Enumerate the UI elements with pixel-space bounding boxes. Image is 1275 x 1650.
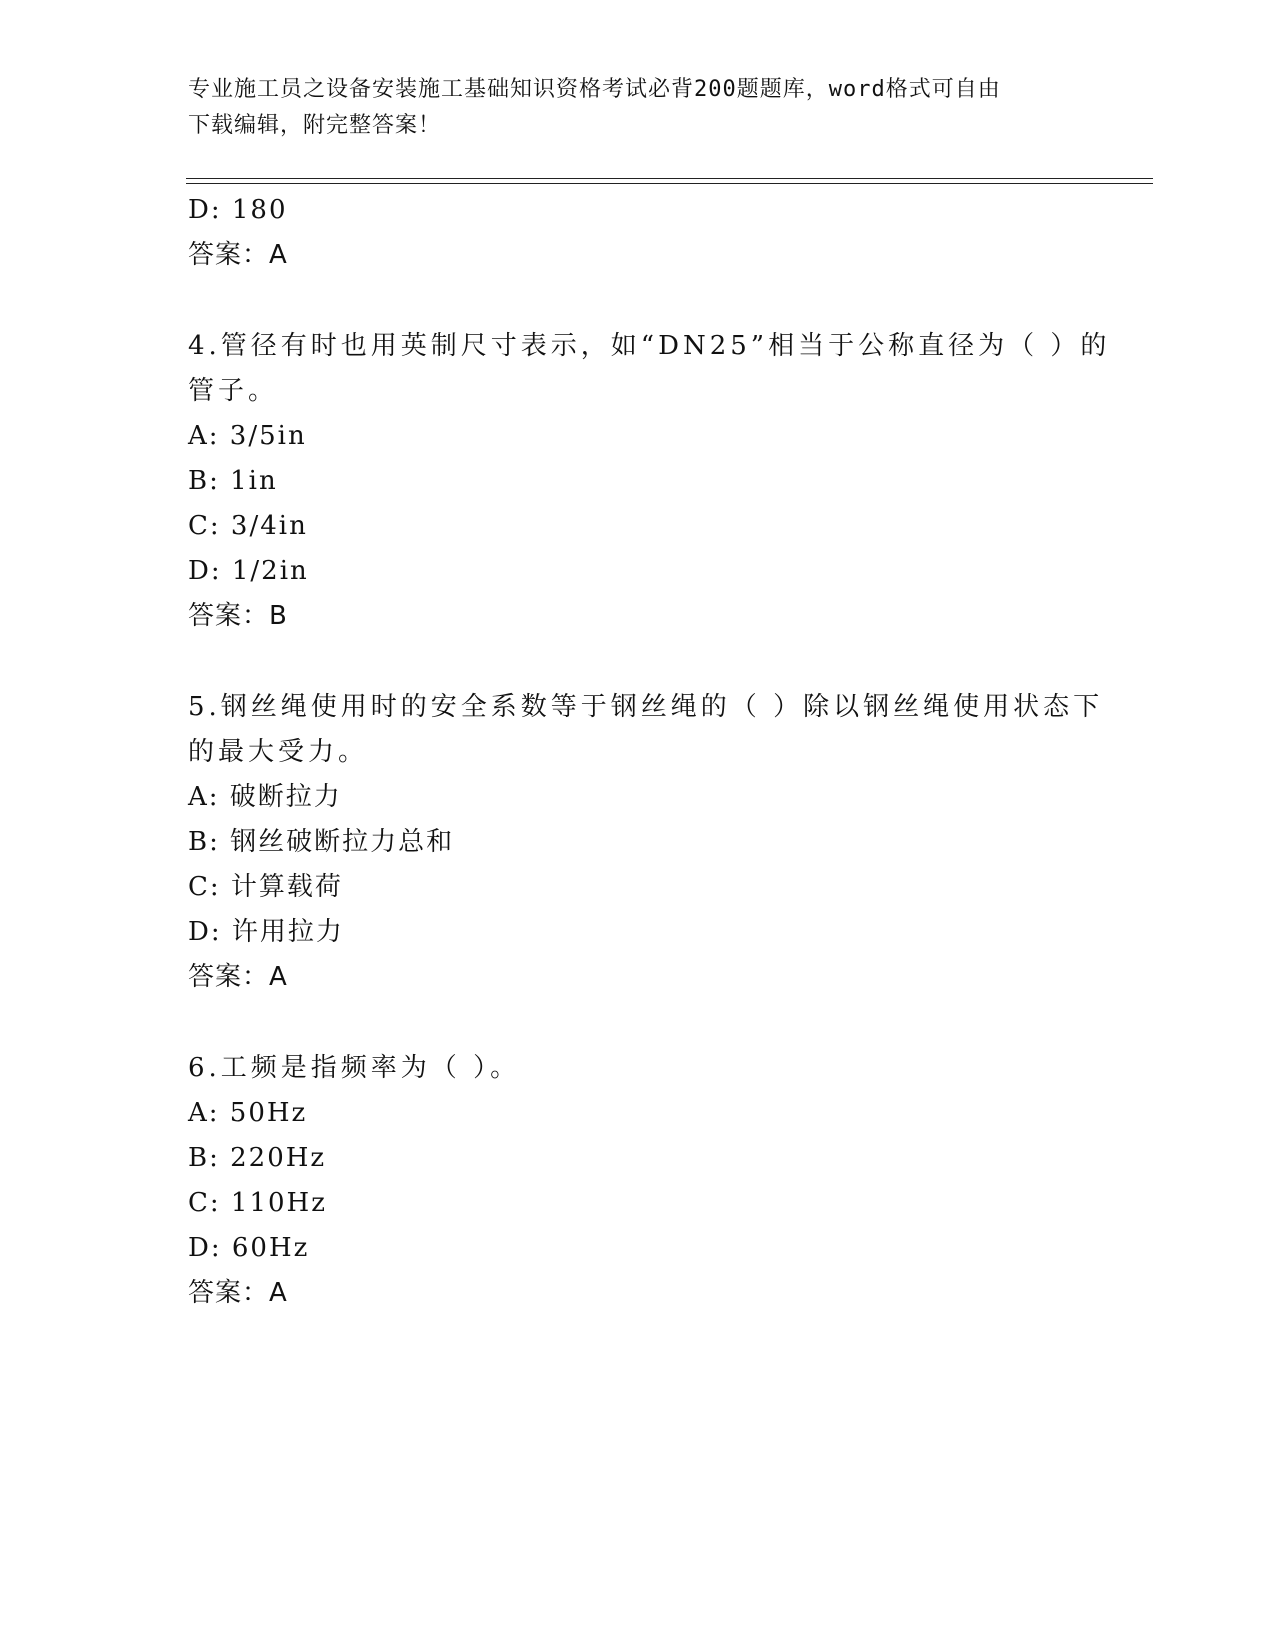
question-4-option-d: D: 1/2in [188, 556, 309, 586]
question-6-option-b: B: 220Hz [188, 1143, 327, 1173]
question-5-option-a: A: 破断拉力 [188, 782, 342, 812]
question-6-option-d: D: 60Hz [188, 1233, 310, 1263]
document-header [188, 72, 1088, 144]
question-5-text-line-2: 的最大受力。 [188, 737, 369, 767]
header-divider-bottom [186, 183, 1153, 184]
question-4-option-b: B: 1in [188, 466, 278, 496]
question-6-answer: 答案：A [188, 1278, 288, 1308]
header-line-1: 专业施工员之设备安装施工基础知识资格考试必背200题题库，word格式可自由 [188, 77, 1001, 102]
question-6-option-a: A: 50Hz [188, 1098, 308, 1128]
prev-option-d: D: 180 [188, 195, 288, 225]
question-5-option-c: C: 计算载荷 [188, 872, 343, 902]
header-divider-top [186, 178, 1153, 179]
question-5-option-d: D: 许用拉力 [188, 917, 344, 947]
question-6-option-c: C: 110Hz [188, 1188, 327, 1218]
question-5-text-line-1: 5.钢丝绳使用时的安全系数等于钢丝绳的（ ）除以钢丝绳使用状态下 [188, 692, 1104, 722]
question-4-text-line-2: 管子。 [188, 376, 279, 406]
question-6-text: 6.工频是指频率为（ ）。 [188, 1053, 521, 1083]
question-4-answer: 答案：B [188, 601, 288, 631]
question-4-text-line-1: 4.管径有时也用英制尺寸表示，如“DN25”相当于公称直径为（ ）的 [188, 331, 1111, 361]
question-5-answer: 答案：A [188, 962, 288, 992]
prev-answer: 答案：A [188, 240, 288, 270]
question-4-option-a: A: 3/5in [188, 421, 307, 451]
question-5-option-b: B: 钢丝破断拉力总和 [188, 827, 455, 857]
header-line-2: 下载编辑，附完整答案！ [188, 113, 442, 138]
question-4-option-c: C: 3/4in [188, 511, 308, 541]
